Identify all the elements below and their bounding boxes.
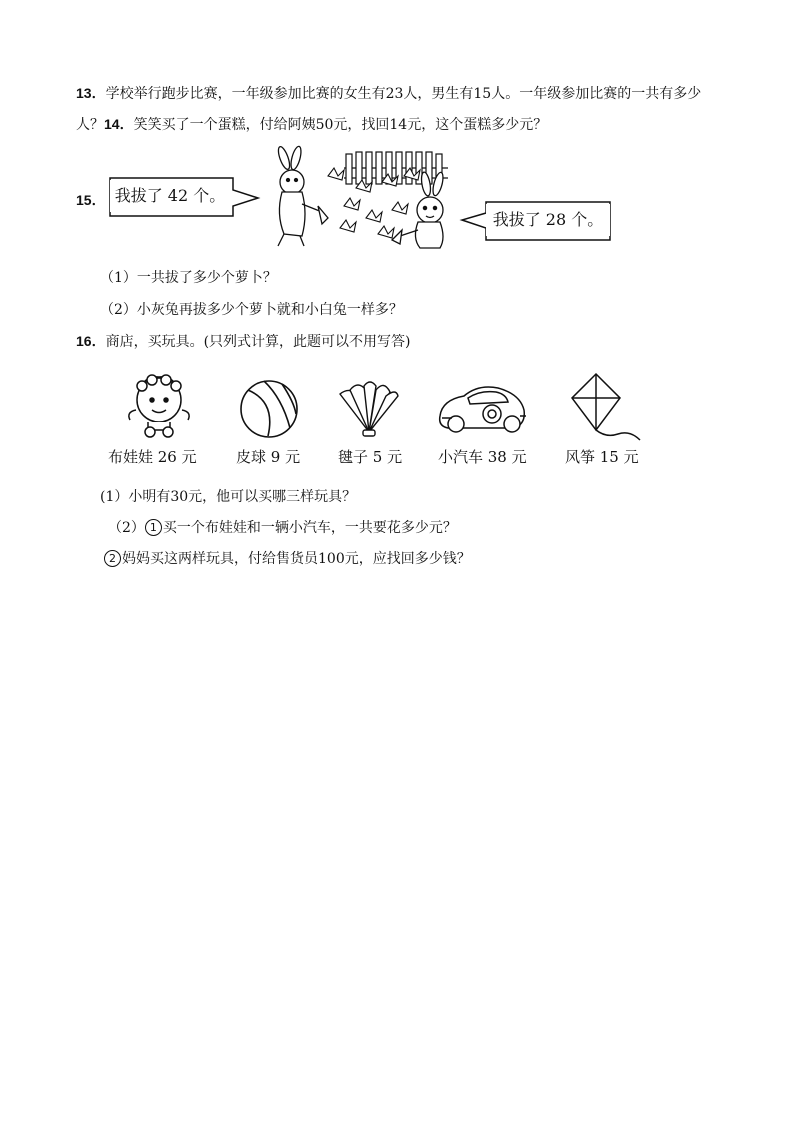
question-13-continuation: 人？ [76, 117, 104, 133]
ball-icon [238, 378, 300, 440]
toy-label: 小汽车 38 元 [438, 448, 527, 466]
question-15-sub2: （2）小灰兔再拔多少个萝卜就和小白兔一样多？ [100, 302, 403, 318]
question-16-sub2-part2 [104, 549, 471, 569]
sub-question-prefix: （2） [108, 520, 145, 536]
kite-icon [566, 372, 642, 444]
sub-question-part: 妈妈买这两样玩具，付给售货员100元，应找回多少钱？ [122, 551, 471, 567]
rabbits-radish-illustration [262, 148, 462, 254]
question-number: 14． [104, 116, 134, 132]
question-number: 15． [76, 192, 106, 208]
question-15-sub1: （1）一共拔了多少个萝卜？ [100, 270, 277, 286]
question-number: 13． [76, 85, 106, 101]
question-text: 笑笑买了一个蛋糕，付给阿姨50元，找回14元，这个蛋糕多少元？ [133, 117, 548, 133]
doll-icon [124, 372, 194, 438]
question-13-14-line [76, 114, 547, 135]
question-16 [76, 331, 411, 352]
shuttlecock-icon [336, 380, 402, 440]
toy-label: 风筝 15 元 [565, 448, 639, 466]
bubble-right-text: 我拔了 28 个。 [486, 204, 610, 236]
question-number: 16． [76, 333, 106, 349]
bubble-left-text: 我拔了 42 个。 [110, 180, 230, 212]
toy-label: 布娃娃 26 元 [108, 448, 197, 466]
question-13 [76, 83, 701, 104]
toy-car-icon [434, 380, 530, 440]
question-15-number [76, 190, 106, 211]
question-text: 学校举行跑步比赛，一年级参加比赛的女生有23人，男生有15人。一年级参加比赛的一共有多少 [105, 86, 702, 102]
circled-number-icon: 1 [145, 519, 162, 536]
circled-number-icon: 2 [104, 550, 121, 567]
toy-label: 毽子 5 元 [338, 448, 403, 466]
sub-question-part: 买一个布娃娃和一辆小汽车，一共要花多少元？ [162, 520, 457, 536]
toy-label: 皮球 9 元 [236, 448, 301, 466]
question-16-sub1: (1）小明有30元，他可以买哪三样玩具？ [100, 489, 357, 505]
question-16-sub2 [108, 518, 457, 538]
question-text: 商店，买玩具。(只列式计算，此题可以不用写答) [105, 334, 411, 350]
